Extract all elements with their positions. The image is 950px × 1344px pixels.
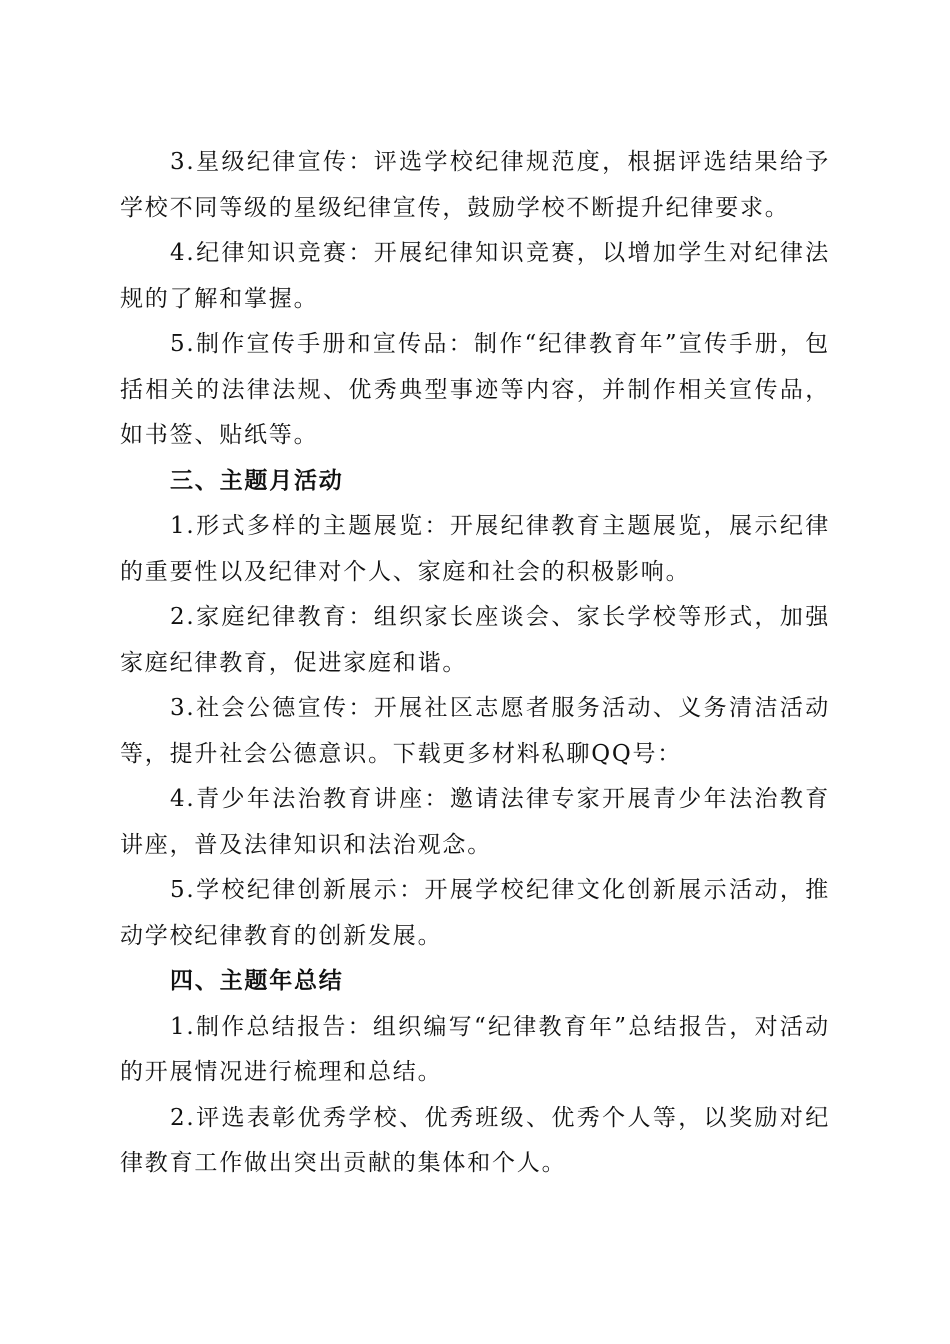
section-heading-year-summary: 四、主题年总结 [170,968,344,994]
paragraph-school-innovation: 5.学校纪律创新展示：开展学校纪律文化创新展示活动，推动学校纪律教育的创新发展。 [120,877,830,949]
paragraph-theme-exhibition: 1.形式多样的主题展览：开展纪律教育主题展览，展示纪律的重要性以及纪律对个人、家庭和社会的积极影响。 [120,513,830,585]
paragraph-publicity-handbook: 5.制作宣传手册和宣传品：制作“纪律教育年”宣传手册，包括相关的法律法规、优秀典型事迹等内容，并制作相关宣传品，如书签、贴纸等。 [120,331,830,448]
paragraph-summary-report: 1.制作总结报告：组织编写“纪律教育年”总结报告，对活动的开展情况进行梳理和总结。 [120,1013,830,1085]
paragraph-family-discipline: 2.家庭纪律教育：组织家长座谈会、家长学校等形式，加强家庭纪律教育，促进家庭和谐。 [120,604,830,676]
section-heading-theme-month: 三、主题月活动 [170,467,344,494]
paragraph-legal-lecture: 4.青少年法治教育讲座：邀请法律专家开展青少年法治教育讲座，普及法律知识和法治观念。 [120,786,830,858]
paragraph-discipline-knowledge-contest: 4.纪律知识竞赛：开展纪律知识竞赛，以增加学生对纪律法规的了解和掌握。 [120,240,830,312]
paragraph-star-discipline-publicity: 3.星级纪律宣传：评选学校纪律规范度，根据评选结果给予学校不同等级的星级纪律宣传，鼓励学校不断提升纪律要求。 [120,149,830,221]
document-body [120,140,830,1187]
paragraph-social-morality: 3.社会公德宣传：开展社区志愿者服务活动、义务清洁活动等，提升社会公德意识。下载更多材料私聊QQ号： [120,695,830,767]
paragraph-commendation: 2.评选表彰优秀学校、优秀班级、优秀个人等，以奖励对纪律教育工作做出突出贡献的集体和个人。 [120,1104,830,1176]
